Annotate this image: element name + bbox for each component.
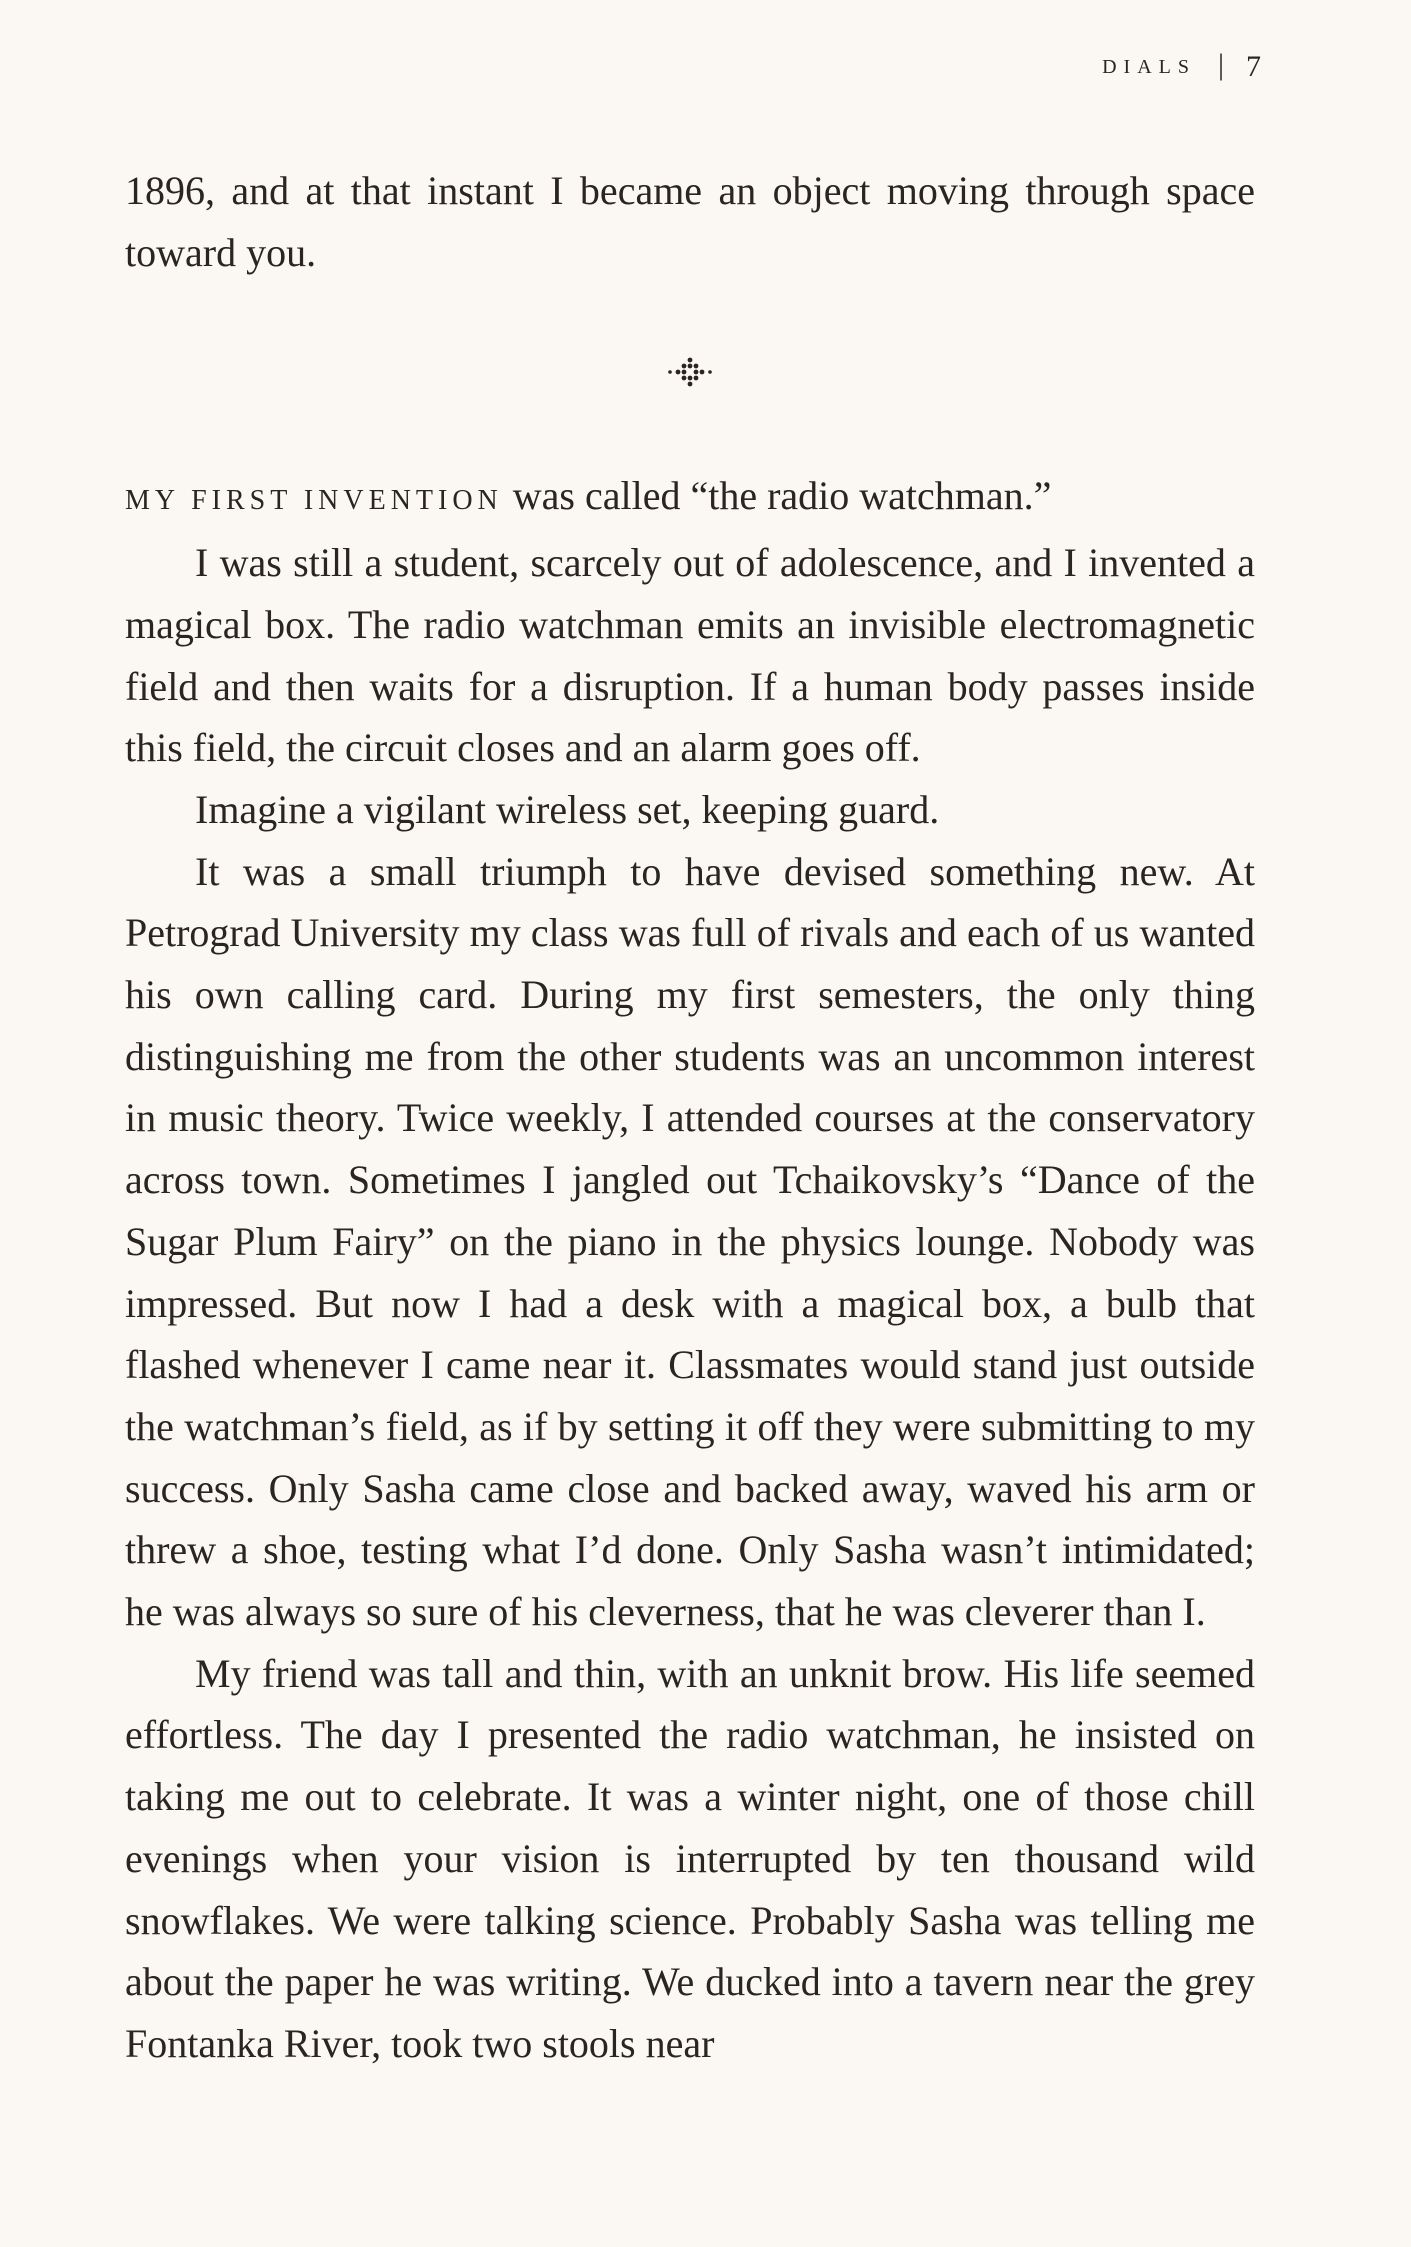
page-number: 7 [1246,50,1261,83]
paragraph: My friend was tall and thin, with an unknit brow. His life seemed effortless. The day I presented the radio watchman, he insisted on taking me out to celebrate. It was a winter night, one of those chill evenings when your vision is interrupted by ten thousand wild snowflakes. We were talking science. Probably Sasha was telling me about the paper he was writing. We ducked into a tavern near the grey Fontanka River, took two stools near [125,1650,1255,2066]
section-break [125,283,1255,465]
body-text [125,160,1255,2075]
paragraph: It was a small triumph to have devised something new. At Petrograd University my class was full of rivals and each of us wanted his own calling card. During my first semesters, the only thing distinguishing me from the other students was an uncommon interest in music theory. Twice weekly, I attended courses at the conservatory across town. Sometimes I jangled out Tchaikovsky’s “Dance of the Sugar Plum Fairy” on the piano in the physics lounge. Nobody was impressed. But now I had a desk with a magical box, a bulb that flashed whenever I came near it. Classmates would stand just outside the watchman’s field, as if by setting it off they were submitting to my success. Only Sasha came close and backed away, waved his arm or threw a shoe, testing what I’d done. Only Sasha wasn’t intimidated; he was always so sure of his cleverness, that he was cleverer than I. [125,848,1255,1635]
section-lead-rest: was called “the radio watchman.” [512,473,1052,519]
section-break-ornament-icon [658,354,722,394]
running-head-separator: | [1217,48,1224,81]
paragraph: I was still a student, scarcely out of adolescence, and I invented a magical box. The radio watchman emits an invisible electromagnetic field and then waits for a disruption. If a human body passes inside this field, the circuit closes and an alarm goes off. [125,540,1255,771]
paragraph: Imagine a vigilant wireless set, keeping guard. [195,786,940,832]
running-head [1102,50,1261,84]
section-opening-paragraph [125,465,1255,532]
paragraph-continued: 1896, and at that instant I became an object moving through space toward you. [125,168,1255,275]
running-head-title: DIALS [1102,55,1196,78]
section-lead-in: MY FIRST INVENTION [125,485,503,517]
